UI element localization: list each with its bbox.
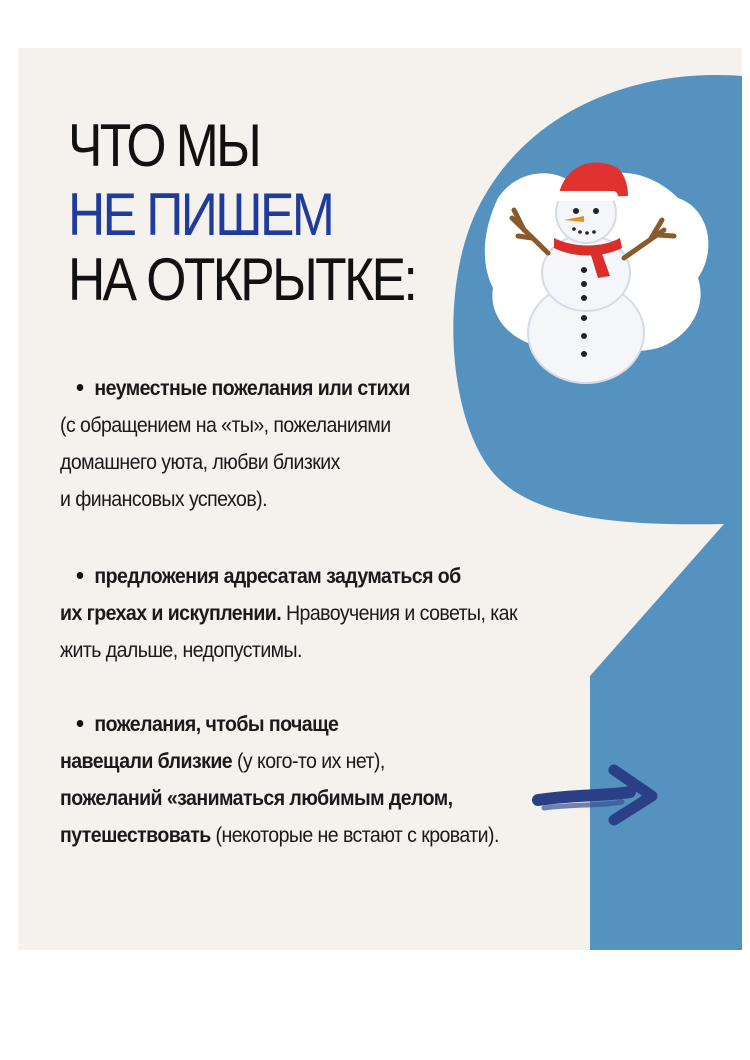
item-bold-text: пожеланий «заниматься любимым делом,	[60, 787, 453, 810]
postcard-card	[18, 48, 742, 950]
item-lead: пожелания, чтобы почаще	[94, 713, 339, 736]
item-bold-text: навещали близкие	[60, 750, 233, 773]
list-item	[60, 558, 517, 669]
item-line: и финансовых успехов).	[60, 488, 267, 511]
item-line: жить дальше, недопустимы.	[60, 639, 302, 662]
item-bold-text: путешествовать	[60, 824, 211, 847]
item-lead: неуместные пожелания или стихи	[94, 377, 410, 400]
bullet-icon	[77, 720, 84, 727]
list-item	[60, 370, 410, 518]
item-text: (некоторые не встают с кровати).	[210, 824, 499, 847]
item-bold-text: их грехах и искуплении.	[60, 602, 282, 625]
title-line-2: НЕ ПИШЕМ	[68, 181, 333, 248]
item-line: домашнего уюта, любви близких	[60, 451, 340, 474]
item-line: (с обращением на «ты», пожеланиями	[60, 414, 391, 437]
item-lead: предложения адресатам задуматься об	[94, 565, 461, 588]
title-line-1: ЧТО МЫ	[68, 112, 260, 179]
list-item	[60, 706, 499, 854]
item-text: Нравоучения и советы, как	[281, 602, 517, 625]
bullet-icon	[77, 572, 84, 579]
title-line-3: НА ОТКРЫТКЕ:	[68, 246, 416, 313]
item-text: (у кого-то их нет),	[232, 750, 385, 773]
bullet-icon	[77, 384, 84, 391]
